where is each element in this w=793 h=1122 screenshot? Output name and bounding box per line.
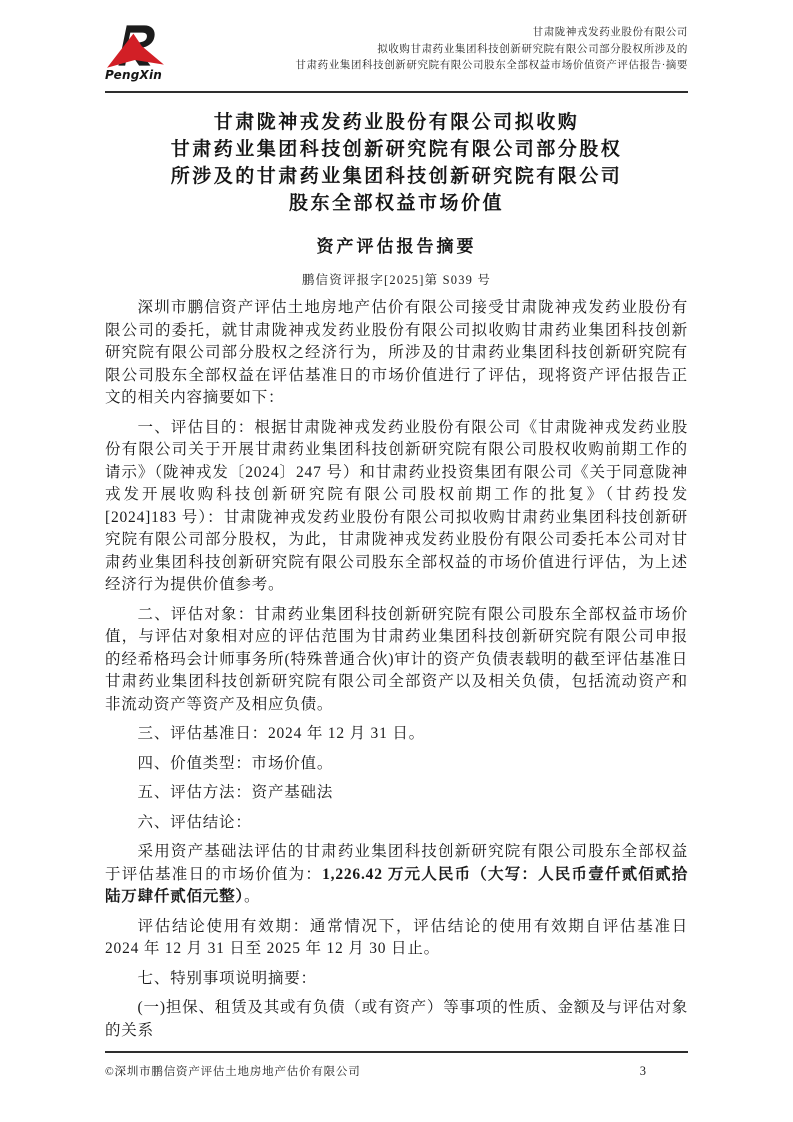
pengxin-logo bbox=[105, 22, 183, 82]
report-title bbox=[105, 109, 688, 217]
header-divider bbox=[105, 91, 688, 93]
page-number: 3 bbox=[639, 1064, 646, 1078]
title-line-4: 股东全部权益市场价值 bbox=[288, 193, 504, 214]
header-line-2: 拟收购甘肃药业集团科技创新研究院有限公司部分股权所涉及的 bbox=[377, 43, 688, 55]
header-line-1: 甘肃陇神戎发药业股份有限公司 bbox=[532, 27, 688, 38]
title-line-2: 甘肃药业集团科技创新研究院有限公司部分股权 bbox=[170, 139, 623, 160]
title-line-1: 甘肃陇神戎发药业股份有限公司拟收购 bbox=[213, 112, 580, 133]
item-method: 五、评估方法：资产基础法 bbox=[137, 784, 334, 801]
report-subtitle: 资产评估报告摘要 bbox=[316, 237, 477, 256]
header-running-title bbox=[295, 25, 688, 75]
special-heading: 七、特别事项说明摘要： bbox=[137, 969, 317, 987]
report-footer bbox=[105, 1051, 688, 1079]
conclusion-value: 1,226.42 万元人民币（大写：人民币壹仟贰佰贰拾陆万肆仟贰佰元整） bbox=[105, 865, 688, 905]
special-item-1: (一)担保、租赁及其或有负债（或有资产）等事项的性质、金额及与评估对象的关系 bbox=[105, 999, 688, 1039]
item-conclusion-heading: 六、评估结论： bbox=[137, 813, 252, 831]
item-object: 二、评估对象：甘肃药业集团科技创新研究院有限公司股东全部权益市场价值，与评估对象相对应的评估范围为甘肃药业集团科技创新研究院有限公司申报的经希格玛会计师事务所(特殊普通合伙)审计的资产负债表载明的截至评估基准日甘肃药业集团科技创新研究院有限公司全部资产以及相关负债，包括流动资产和非流动资产等资产及相应负债。 bbox=[105, 605, 688, 713]
report-body bbox=[105, 297, 688, 1042]
item-purpose: 一、评估目的：根据甘肃陇神戎发药业股份有限公司《甘肃陇神戎发药业股份有限公司关于开展甘肃药业集团科技创新研究院有限公司股权收购前期工作的请示》（陇神戎发〔2024〕247 号）和甘肃药业投资集团有限公司《关于同意陇神戎发开展收购科技创新研究院有限公司股权前期工作的批复》（甘药投发[2024]183 号）：甘肃陇神戎发药业股份有限公司拟收购甘肃药业集团科技创新研究院有限公司部分股权，为此，甘肃陇神戎发药业股份有限公司委托本公司对甘肃药业集团科技创新研究院有限公司股东全部权益的市场价值进行评估，为上述经济行为提供价值参考。 bbox=[105, 418, 688, 593]
conclusion-paragraph bbox=[105, 841, 688, 909]
intro-paragraph: 深圳市鹏信资产评估土地房地产估价有限公司接受甘肃陇神戎发药业股份有限公司的委托，就甘肃陇神戎发药业股份有限公司拟收购甘肃药业集团科技创新研究院有限公司部分股权之经济行为，所涉及的甘肃药业集团科技创新研究院有限公司股东全部权益在评估基准日的市场价值进行了评估，现将资产评估报告正文的相关内容摘要如下： bbox=[105, 299, 688, 406]
footer-divider bbox=[105, 1051, 688, 1053]
header-line-3: 甘肃药业集团科技创新研究院有限公司股东全部权益市场价值资产评估报告·摘要 bbox=[295, 60, 688, 71]
conclusion-suffix: 。 bbox=[243, 888, 261, 905]
report-number: 鹏信资评报字[2025]第 S039 号 bbox=[301, 273, 492, 287]
pengxin-r-icon bbox=[105, 22, 167, 70]
report-header bbox=[105, 22, 688, 82]
conclusion-prefix: 采用资产基础法评估的甘肃药业集团科技创新研究院有限公司股东全部权益于评估基准日的市场价值为： bbox=[105, 843, 688, 883]
pengxin-logo-text: PengXin bbox=[105, 68, 163, 82]
item-value-type: 四、价值类型：市场价值。 bbox=[137, 754, 334, 772]
title-line-3: 所涉及的甘肃药业集团科技创新研究院有限公司 bbox=[170, 166, 623, 187]
validity-paragraph: 评估结论使用有效期：通常情况下，评估结论的使用有效期自评估基准日 2024 年 12 月 31 日至 2025 年 12 月 30 日止。 bbox=[105, 917, 688, 957]
item-base-date: 三、评估基准日：2024 年 12 月 31 日。 bbox=[137, 725, 425, 742]
copyright: ©深圳市鹏信资产评估土地房地产估价有限公司 bbox=[105, 1066, 361, 1078]
